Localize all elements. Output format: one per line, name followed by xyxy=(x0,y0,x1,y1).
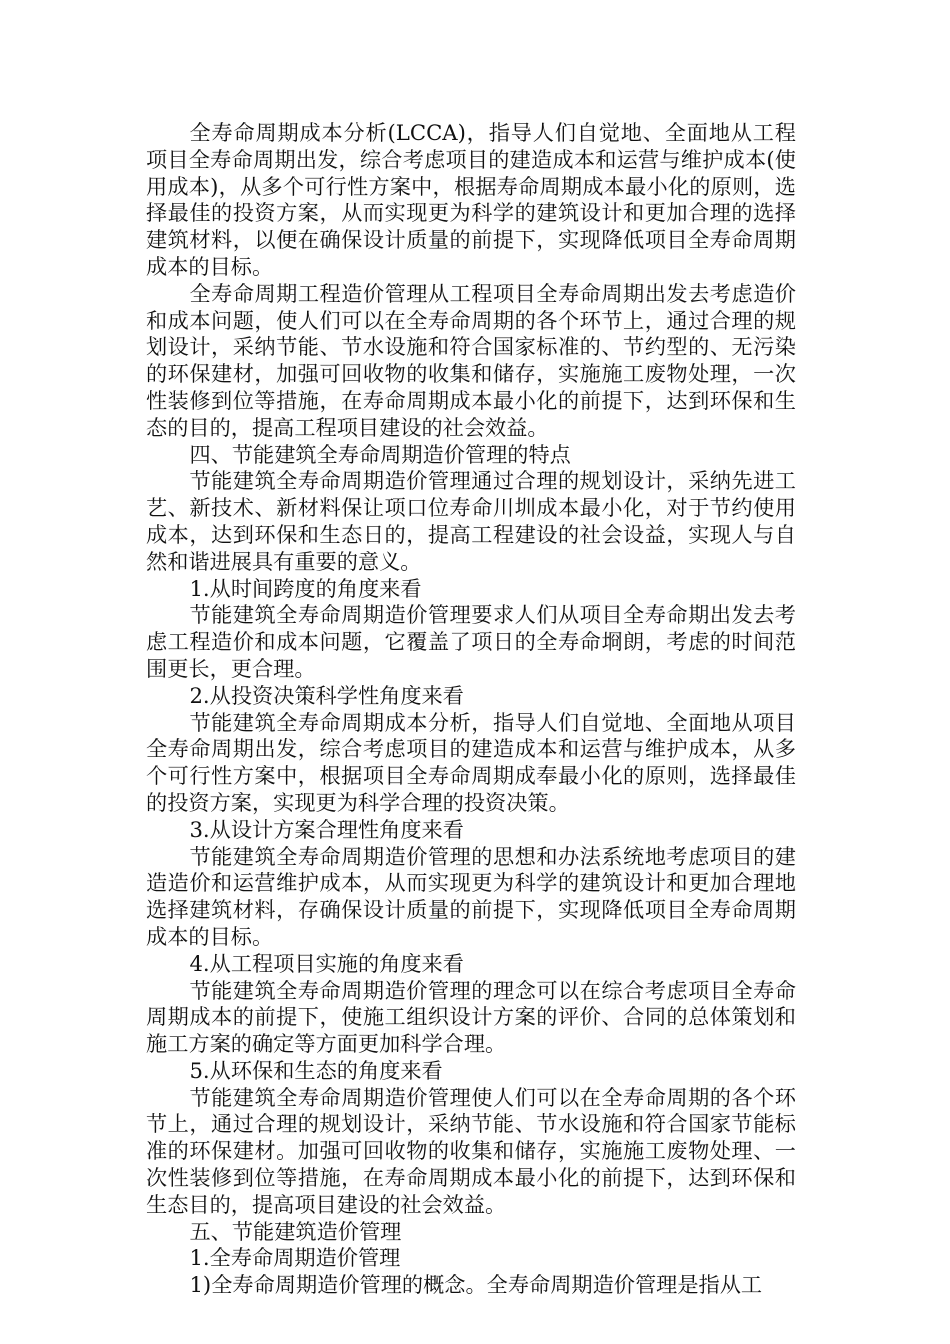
paragraph-lifecycle-cost-management: 全寿命周期工程造价管理从工程项目全寿命周期出发去考虑造价和成本问题，使人们可以在全寿命周期的各个环节上，通过合理的规划设计，采纳节能、节水设施和符合国家标准的、节约型的、无污染的环保建材，加强可回收物的收集和储存，实施施工废物处理，一次性装修到位等措施，在寿命周期成本最小化的前提下，达到环保和生态的目的，提高工程项目建设的社会效益。 xyxy=(146,280,796,440)
paragraph-investment-decision: 节能建筑全寿命周期成本分析，指导人们自觉地、全面地从项目全寿命周期出发，综合考虑项目的建造成本和运营与维护成本，从多个可行性方案中，根据项目全寿命周期成奉最小化的原则，选择最佳的投资方案，实现更为科学合理的投资决策。 xyxy=(146,709,796,815)
subheading-lifecycle-cost-management: 1.全寿命周期造价管理 xyxy=(189,1245,401,1271)
subheading-design-rationality: 3.从设计方案合理性角度来看 xyxy=(189,816,464,842)
section-heading-5: 五、节能建筑造价管理 xyxy=(189,1218,402,1244)
section-heading-4: 四、节能建筑全寿命周期造价管理的特点 xyxy=(189,441,571,467)
paragraph-lcca-intro: 全寿命周期成本分析(LCCA)，指导人们自觉地、全面地从工程项目全寿命周期出发，综合考虑项目的建造成本和运营与维护成本(使用成本)，从多个可行性方案中，根据寿命周期成本最小化的原则，选择最佳的投资方案，从而实现更为科学的建筑设计和更加合理的选择建筑材料，以便在确保设计质量的前提下，实现降低项目全寿命周期成本的目标。 xyxy=(146,120,796,279)
subheading-project-implementation: 4.从工程项目实施的角度来看 xyxy=(189,950,464,976)
paragraph-section-4-intro: 节能建筑全寿命周期造价管理通过合理的规划设计，采纳先进工艺、新技术、新材料保让项口位寿命川圳成本最小化，对于节约使用成本，达到环保和生态日的，提高工程建设的社会设益，实现人与自然和谐进展具有重要的意义。 xyxy=(146,468,796,574)
paragraph-lifecycle-concept-start: 1)全寿命周期造价管理的概念。全寿命周期造价管理是指从工 xyxy=(189,1272,763,1298)
document-page xyxy=(146,120,796,1299)
paragraph-project-implementation: 节能建筑全寿命周期造价管理的理念可以在综合考虑项目全寿命周期成本的前提下，使施工组织设计方案的评价、合同的总体策划和施工方案的确定等方面更加科学合理。 xyxy=(146,977,796,1057)
paragraph-design-rationality: 节能建筑全寿命周期造价管理的思想和办法系统地考虑项目的建造造价和运营维护成本，从而实现更为科学的建筑设计和更加合理地选择建筑材料，存确保设计质量的前提下，实现降低项目全寿命周期成本的目标。 xyxy=(146,843,796,949)
subheading-investment-decision: 2.从投资决策科学性角度来看 xyxy=(189,682,464,708)
paragraph-environment-ecology: 节能建筑全寿命周期造价管理使人们可以在全寿命周期的各个环节上，通过合理的规划设计，采纳节能、节水设施和符合国家节能标准的环保建材。加强可回收物的收集和储存，实施施工废物处理、一次性装修到位等措施，在寿命周期成本最小化的前提下，达到环保和生态目的，提高项目建设的社会效益。 xyxy=(146,1084,796,1217)
paragraph-time-span: 节能建筑全寿命周期造价管理要求人们从项目全寿命期出发去考虑工程造价和成本问题，它覆盖了项日的全寿命埛朗，考虑的时间范围更长，更合理。 xyxy=(146,602,796,681)
subheading-time-span: 1.从时间跨度的角度来看 xyxy=(189,575,422,601)
subheading-environment-ecology: 5.从环保和生态的角度来看 xyxy=(189,1057,443,1083)
